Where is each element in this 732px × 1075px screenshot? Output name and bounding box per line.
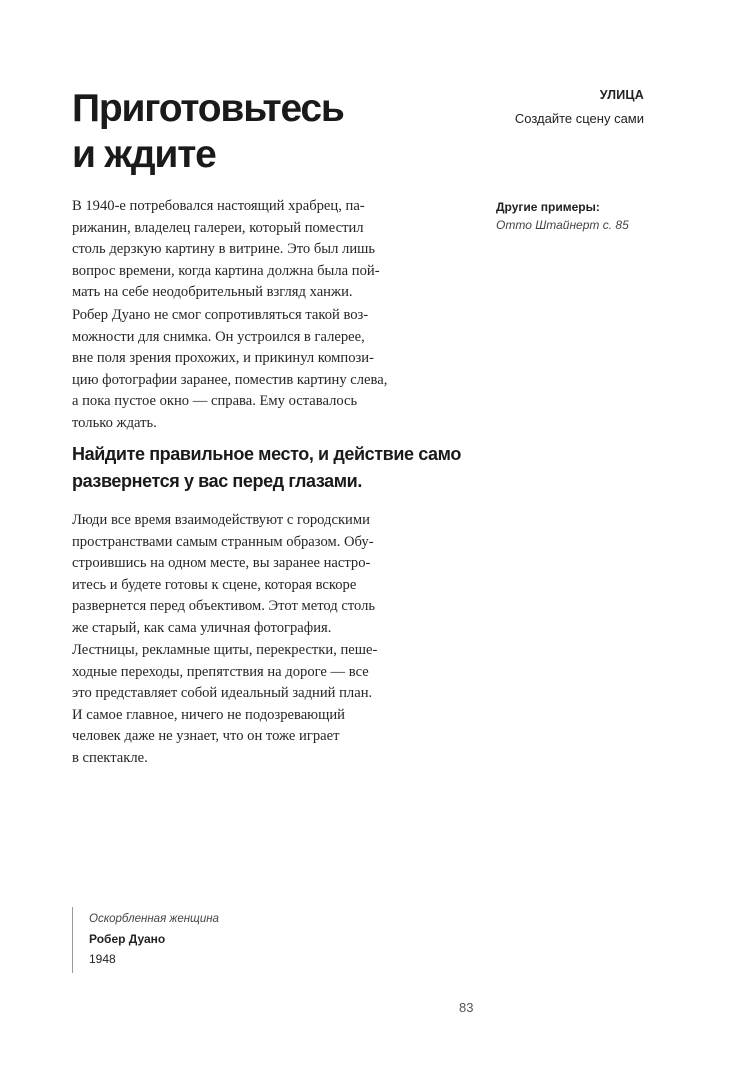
text-line: развернется перед объективом. Этот метод столь bbox=[72, 598, 376, 614]
page-number-value: 83 bbox=[459, 1000, 474, 1015]
page-title-line-1: Приготовьтесь bbox=[72, 87, 344, 130]
text-line: Лестницы, рекламные щиты, перекрестки, пеше- bbox=[72, 642, 378, 658]
text-line: можности для снимка. Он устроился в галерее, bbox=[72, 328, 365, 345]
photo-caption bbox=[72, 907, 219, 973]
text-line: Люди все время взаимодействуют с городскими bbox=[72, 512, 370, 528]
other-examples-reference: Отто Штайнерт с. 85 bbox=[496, 218, 629, 232]
text-line: человек даже не узнает, что он тоже играет bbox=[72, 728, 340, 744]
text-line: мать на себе неодобрительный взгляд ханжи. bbox=[72, 284, 353, 300]
other-examples-label: Другие примеры: bbox=[496, 200, 600, 214]
section-name: УЛИЦА bbox=[599, 88, 644, 102]
page-title-line-2: и ждите bbox=[72, 133, 216, 176]
text-line: В 1940-е потребовался настоящий храбрец, па- bbox=[72, 198, 365, 214]
caption-author: Робер Дуано bbox=[89, 932, 166, 946]
text-line: И самое главное, ничего не подозревающий bbox=[72, 706, 345, 723]
subheading-line-2: развернется у вас перед глазами. bbox=[72, 471, 362, 491]
text-line: строившись на одном месте, вы заранее настро- bbox=[72, 555, 371, 571]
other-examples-note bbox=[496, 199, 629, 234]
text-line: вне поля зрения прохожих, и прикинул компози- bbox=[72, 350, 374, 366]
text-line: итесь и будете готовы к сцене, которая вскоре bbox=[72, 576, 357, 593]
text-line: пространствами самым странным образом. Обу- bbox=[72, 533, 374, 550]
text-line: рижанин, владелец галереи, который поместил bbox=[72, 219, 364, 236]
text-line: а пока пустое окно — справа. Ему оставалось bbox=[72, 393, 358, 409]
subheading-line-1: Найдите правильное место, и действие само bbox=[72, 444, 461, 464]
section-header bbox=[515, 86, 644, 130]
section-subtitle: Создайте сцену сами bbox=[514, 111, 644, 126]
text-line: цию фотографии заранее, поместив картину слева, bbox=[72, 371, 388, 388]
caption-work-title: Оскорбленная женщина bbox=[89, 913, 219, 925]
text-line: ходные переходы, препятствия на дороге — все bbox=[72, 663, 369, 680]
text-line: только ждать. bbox=[72, 414, 157, 431]
paragraph-3 bbox=[72, 510, 492, 639]
text-line: Робер Дуано не смог сопротивляться такой воз- bbox=[72, 307, 369, 323]
text-line: вопрос времени, когда картина должна была пой- bbox=[72, 262, 380, 279]
text-line: столь дерзкую картину в витрине. Это был лишь bbox=[72, 241, 376, 257]
caption-year: 1948 bbox=[89, 952, 116, 966]
text-line: это представляет собой идеальный задний план. bbox=[72, 685, 373, 701]
page-title bbox=[72, 86, 432, 178]
text-line: в спектакле. bbox=[72, 749, 148, 766]
subheading bbox=[72, 441, 492, 495]
text-line: же старый, как сама уличная фотография. bbox=[72, 619, 332, 636]
paragraph-2 bbox=[72, 305, 492, 434]
paragraph-1 bbox=[72, 196, 492, 304]
paragraph-4 bbox=[72, 640, 492, 769]
